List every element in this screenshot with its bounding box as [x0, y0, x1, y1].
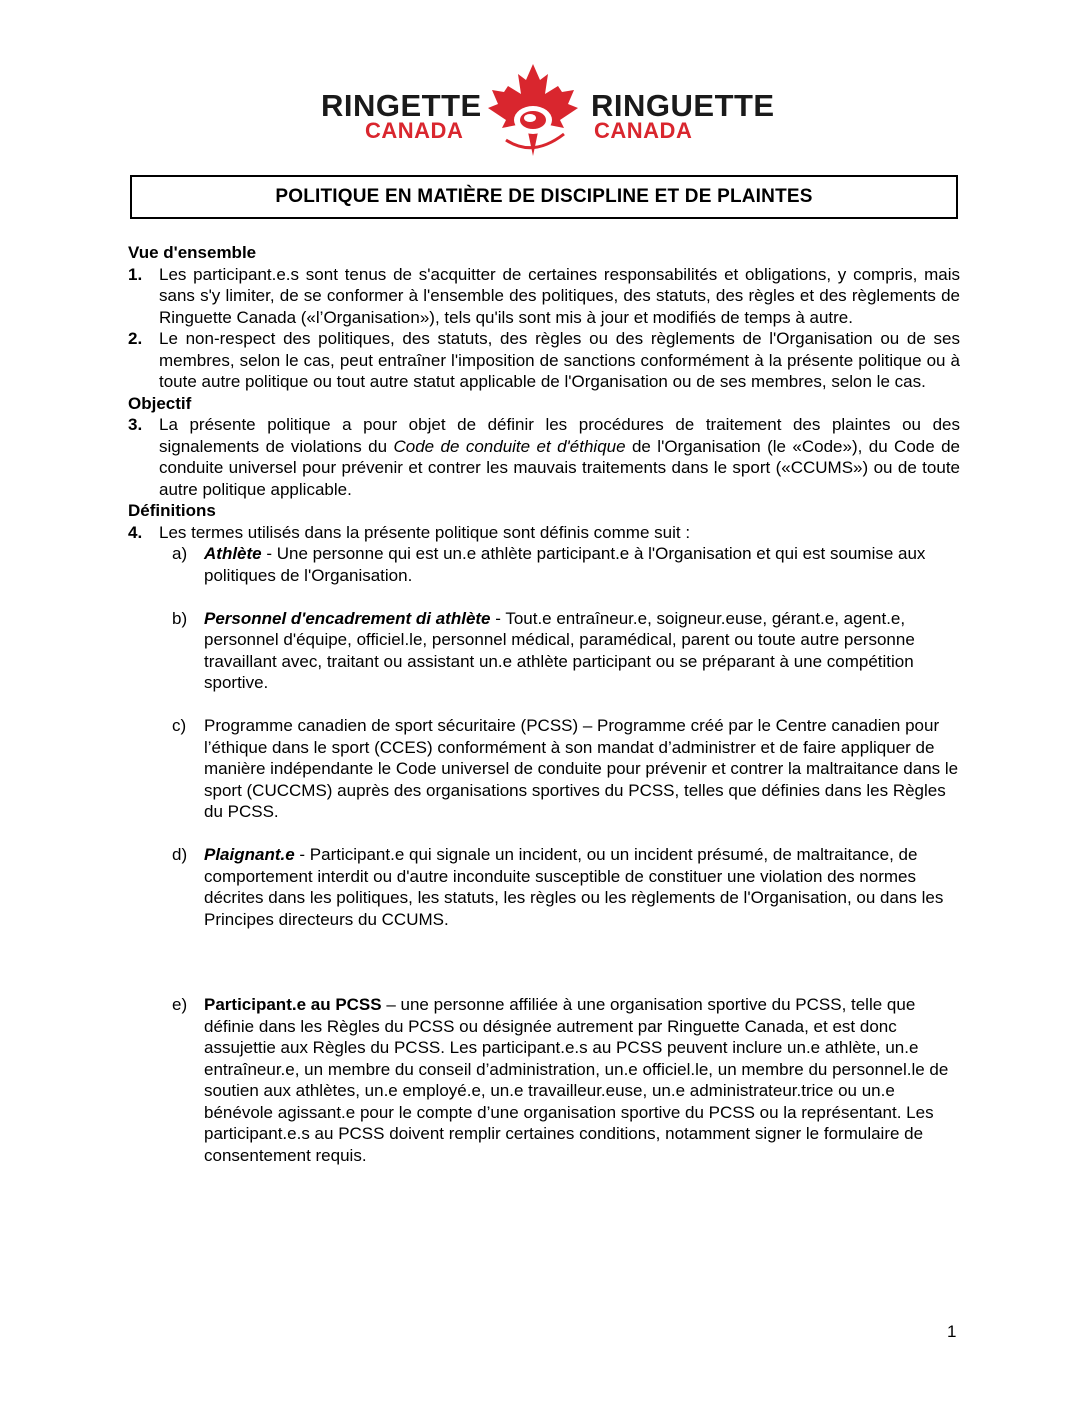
code-title-italic: Code de conduite et d'éthique [393, 436, 626, 456]
definition-term: Personnel d'encadrement di athlète [204, 608, 491, 628]
definition-term: Participant.e au PCSS [204, 995, 382, 1014]
document-title: POLITIQUE EN MATIÈRE DE DISCIPLINE ET DE PLAINTES [130, 175, 958, 219]
organization-logo [318, 62, 775, 158]
definition-item-athlete [128, 543, 960, 586]
definition-text: - Une personne qui est un.e athlète participant.e à l'Organisation et qui est soumise aux politiques de l'Organisation. [204, 544, 926, 585]
logo-text-ringuette: RINGUETTE [591, 88, 775, 123]
logo-text-canada-right: CANADA [594, 118, 693, 143]
section-heading-objective: Objectif [128, 393, 192, 413]
paragraph-4 [128, 522, 960, 544]
definition-letter: e) [172, 995, 188, 1014]
definition-letter: a) [172, 544, 188, 563]
definition-item-support-personnel [128, 608, 960, 694]
logo-text-canada-left: CANADA [365, 118, 464, 143]
definition-item-complainant [128, 844, 960, 930]
paragraph-1 [128, 264, 960, 329]
definition-letter: c) [172, 716, 187, 735]
paragraph-text: Les termes utilisés dans la présente politique sont définis comme suit : [159, 522, 691, 542]
paragraph-number: 2. [128, 329, 143, 348]
definitions-list [128, 543, 960, 1166]
definition-item-pcss [128, 715, 960, 823]
definition-text: – une personne affiliée à une organisation sportive du PCSS, telle que définie dans les Règles du PCSS ou désignée autrement par Ringuette Canada, et est donc assujettie aux Règles du PCSS. Les participant.e.s au PCSS peuvent inclure un.e athlète, un.e entraîneur.e, un membre du conseil d’administration, un.e officiel.le, un membre du personnel.le de soutien aux athlètes, un.e employé.e, un.e travailleur.euse, un.e administrateur.trice ou un.e bénévole agissant.e pour le compte d’une organisation sportive du PCSS ou la représentant. Les participant.e.s au PCSS doivent remplir certaines conditions, notamment signer le formulaire de consentement requis. [204, 995, 949, 1165]
definition-text: - Tout.e entraîneur.e, soigneur.euse, gérant.e, agent.e, personnel d'équipe, officiel.le, personnel médical, paramédical, parent ou toute autre personne travaillant avec, traitant ou assistant un.e athlète participant ou se préparant à une compétition sportive. [204, 608, 915, 692]
paragraph-text: Les participant.e.s sont tenus de s'acquitter de certaines responsabilités et obligations, y compris, mais sans s'y limiter, de se conformer à l'ensemble des politiques, des statuts, des règles et des règlements de Ringuette Canada («l’Organisation»), tels qu'ils sont mis à jour et modifiés de temps à autre. [159, 264, 960, 327]
section-heading-definitions: Définitions [128, 501, 216, 520]
paragraph-number: 3. [128, 415, 143, 434]
paragraph-text: Le non-respect des politiques, des statuts, des règles ou des règlements de l'Organisation ou de ses membres, selon le cas, peut entraîner l'imposition de sanctions conformément à la présente politique ou à toute autre politique ou tout autre statut applicable de l'Organisation ou de ses membres, selon le cas. [159, 329, 960, 391]
definition-term: Plaignant.e [204, 845, 295, 864]
paragraph-text-part: La présente politique a pour objet de définir les procédures de traitement des plaintes ou des signalements de violations du [159, 415, 960, 456]
definition-text: Programme canadien de sport sécuritaire (PCSS) – Programme créé par le Centre canadien pour l’éthique dans le sport (CCES) conformément à son mandat d’administrer et de faire appliquer de manière indépendante le Code universel de conduite pour prévenir et contrer la maltraitance dans le sport (CUCCMS) auprès des organisations sportives du PCSS, telles que définies dans les Règles du PCSS. [204, 716, 959, 821]
paragraph-2 [128, 328, 960, 393]
paragraph-number: 1. [128, 264, 143, 284]
definition-term: Athlète [204, 544, 262, 563]
section-heading-overview: Vue d'ensemble [128, 243, 257, 262]
paragraph-text-part: de l'Organisation (le «Code»), du Code de conduite universel pour prévenir et contrer les mauvais traitements dans le sport («CCUMS») ou de toute autre politique applicable. [159, 436, 961, 499]
page-number: 1 [947, 1322, 957, 1341]
paragraph-number: 4. [128, 522, 143, 542]
definition-text: - Participant.e qui signale un incident, ou un incident présumé, de maltraitance, de comportement interdit ou d'autre inconduite susceptible de constituer une violation des normes décrites dans les politiques, les statuts, les règles ou les règlements de l'Organisation, ou dans les Principes directeurs du CCUMS. [204, 845, 944, 929]
definition-letter: b) [172, 608, 188, 628]
logo-text-ringette: RINGETTE [321, 88, 482, 123]
paragraph-3 [128, 414, 960, 500]
document-body [128, 242, 960, 1166]
definition-letter: d) [172, 845, 188, 864]
paragraph-text [159, 415, 960, 499]
definition-item-pcss-participant [128, 994, 960, 1166]
maple-leaf-ring-icon [478, 62, 588, 158]
